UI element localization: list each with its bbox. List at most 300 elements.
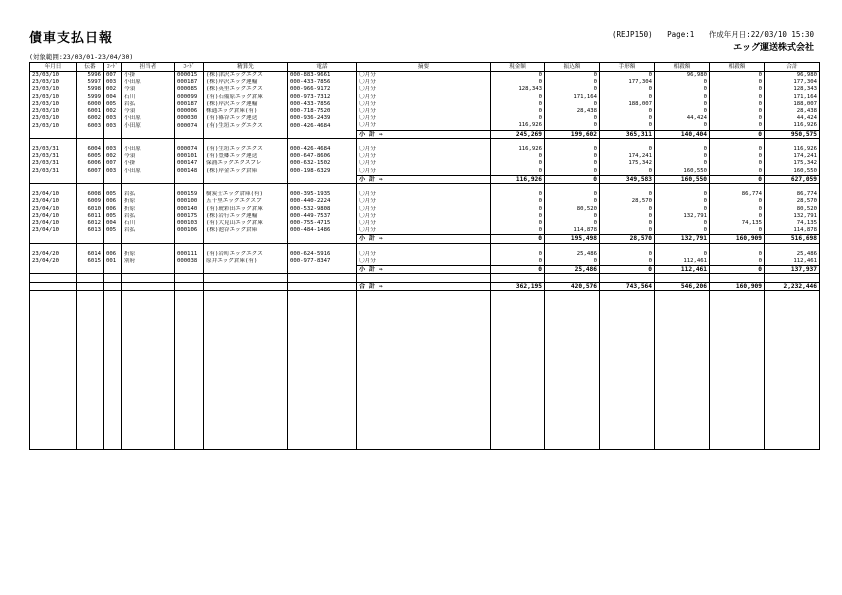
table-cell: 004 <box>104 94 122 101</box>
table-cell <box>600 312 655 319</box>
table-cell <box>204 130 288 138</box>
table-cell: 0 <box>545 122 600 130</box>
table-cell <box>122 406 175 413</box>
table-cell <box>655 334 710 341</box>
table-cell: 0 <box>710 160 765 167</box>
table-cell: 0 <box>600 72 655 80</box>
table-cell <box>122 175 175 183</box>
table-cell <box>545 341 600 348</box>
table-cell: (有)石備原エッグ倉庫 <box>204 94 288 101</box>
blank-row <box>30 184 820 192</box>
table-cell <box>491 334 545 341</box>
table-cell <box>491 420 545 427</box>
table-row <box>30 198 820 205</box>
table-cell <box>288 334 357 341</box>
table-cell <box>175 348 204 355</box>
table-cell <box>491 406 545 413</box>
grand-total-value: 160,909 <box>710 282 765 290</box>
blank-row <box>30 363 820 370</box>
table-cell <box>545 413 600 420</box>
table-cell: 23/03/31 <box>30 160 77 167</box>
table-cell: 86,774 <box>710 191 765 198</box>
table-cell: 0 <box>491 94 545 101</box>
subtotal-value: 140,404 <box>655 130 710 138</box>
table-cell <box>122 341 175 348</box>
table-cell <box>175 282 204 290</box>
table-cell <box>77 399 104 406</box>
table-cell <box>545 391 600 398</box>
table-row <box>30 101 820 108</box>
table-cell: 0 <box>600 115 655 122</box>
table-cell <box>288 290 357 298</box>
table-cell <box>30 298 77 305</box>
table-cell: 0 <box>600 108 655 115</box>
subtotal-label: 小 計 ⇒ <box>357 130 491 138</box>
table-cell <box>204 138 288 146</box>
table-cell <box>175 298 204 305</box>
table-cell: 6010 <box>77 206 104 213</box>
table-cell <box>288 305 357 312</box>
table-cell <box>491 290 545 298</box>
table-cell <box>288 377 357 384</box>
table-cell: 〇月分 <box>357 86 491 93</box>
table-cell: 23/04/10 <box>30 220 77 227</box>
table-cell: 000103 <box>175 220 204 227</box>
table-cell: 160,550 <box>765 168 820 176</box>
blank-row <box>30 435 820 442</box>
table-cell: 小田原 <box>122 146 175 153</box>
table-cell: 000106 <box>175 227 204 235</box>
table-cell <box>288 399 357 406</box>
table-cell <box>77 391 104 398</box>
table-cell <box>491 327 545 334</box>
table-cell: 樹炭士エッグ倉庫(有) <box>204 191 288 198</box>
table-cell: 6013 <box>77 227 104 235</box>
table-cell <box>765 138 820 146</box>
table-cell <box>491 427 545 434</box>
table-cell: 28,570 <box>765 198 820 205</box>
table-cell <box>77 290 104 298</box>
table-cell <box>655 243 710 251</box>
table-cell <box>491 298 545 305</box>
table-cell <box>600 377 655 384</box>
table-cell <box>357 435 491 442</box>
column-header: 摘要 <box>357 63 491 72</box>
table-cell <box>288 235 357 243</box>
table-cell <box>77 413 104 420</box>
table-cell <box>104 370 122 377</box>
table-cell <box>122 334 175 341</box>
table-cell <box>288 435 357 442</box>
table-cell: 0 <box>545 101 600 108</box>
table-cell: 006 <box>104 198 122 205</box>
table-cell: 002 <box>104 153 122 160</box>
table-cell: 000-624-5916 <box>288 251 357 258</box>
table-cell: 0 <box>491 168 545 176</box>
table-cell <box>600 413 655 420</box>
table-cell: 〇月分 <box>357 168 491 176</box>
table-cell <box>122 377 175 384</box>
table-cell <box>288 184 357 192</box>
table-cell: 6009 <box>77 198 104 205</box>
table-cell <box>765 442 820 450</box>
table-cell <box>77 377 104 384</box>
table-cell <box>204 334 288 341</box>
table-cell <box>765 391 820 398</box>
table-cell <box>104 184 122 192</box>
table-cell: 116,926 <box>491 122 545 130</box>
subtotal-value: 116,926 <box>491 175 545 183</box>
table-cell <box>122 298 175 305</box>
table-cell: 128,343 <box>765 86 820 93</box>
table-cell <box>491 320 545 327</box>
table-cell: 岩払 <box>122 101 175 108</box>
blank-row <box>30 305 820 312</box>
table-cell: 177,304 <box>600 79 655 86</box>
table-cell: 006 <box>104 251 122 258</box>
table-cell <box>104 274 122 282</box>
table-cell <box>600 435 655 442</box>
table-cell <box>710 334 765 341</box>
table-cell <box>104 413 122 420</box>
table-cell <box>545 427 600 434</box>
table-cell <box>655 363 710 370</box>
table-cell <box>104 341 122 348</box>
table-cell: 23/04/20 <box>30 251 77 258</box>
table-cell: 6003 <box>77 122 104 130</box>
table-cell <box>104 334 122 341</box>
table-cell <box>710 243 765 251</box>
table-cell <box>30 420 77 427</box>
table-cell: 0 <box>491 206 545 213</box>
table-cell <box>545 442 600 450</box>
table-cell: (有)豊郷エッグ運送 <box>204 153 288 160</box>
table-cell <box>104 266 122 274</box>
table-cell: 6002 <box>77 115 104 122</box>
table-cell: 23/04/10 <box>30 227 77 235</box>
table-cell <box>710 399 765 406</box>
table-cell <box>357 334 491 341</box>
table-cell: 112,461 <box>655 258 710 266</box>
table-cell <box>357 341 491 348</box>
table-cell <box>545 290 600 298</box>
blank-row <box>30 356 820 363</box>
table-cell: 〇月分 <box>357 72 491 80</box>
table-cell: (株)岸沢エッグ運輸 <box>204 79 288 86</box>
table-cell: 0 <box>600 168 655 176</box>
table-cell <box>104 130 122 138</box>
column-header: ｺｰﾄﾞ <box>104 63 122 72</box>
table-cell: (有)生垣エッグエクス <box>204 146 288 153</box>
table-cell: 000-484-1486 <box>288 227 357 235</box>
subtotal-value: 199,602 <box>545 130 600 138</box>
table-cell <box>357 290 491 298</box>
table-cell <box>204 274 288 282</box>
table-cell: 23/03/10 <box>30 86 77 93</box>
table-cell <box>357 370 491 377</box>
table-cell <box>77 435 104 442</box>
table-cell: 5998 <box>77 86 104 93</box>
table-cell <box>204 298 288 305</box>
table-cell: 000-973-7312 <box>288 94 357 101</box>
table-cell: 0 <box>710 153 765 160</box>
table-cell: 006 <box>104 206 122 213</box>
table-cell: 0 <box>600 251 655 258</box>
table-cell: 〇月分 <box>357 153 491 160</box>
table-cell: 6008 <box>77 191 104 198</box>
table-row <box>30 206 820 213</box>
table-cell <box>288 274 357 282</box>
table-cell <box>122 435 175 442</box>
table-cell: 0 <box>710 206 765 213</box>
table-cell: 23/03/31 <box>30 153 77 160</box>
table-cell <box>204 435 288 442</box>
subtotal-value: 28,570 <box>600 235 655 243</box>
subtotal-value: 160,909 <box>710 235 765 243</box>
table-cell: 000147 <box>175 160 204 167</box>
table-cell <box>104 320 122 327</box>
table-cell <box>122 130 175 138</box>
table-cell <box>357 399 491 406</box>
table-cell: 000-449-7537 <box>288 213 357 220</box>
table-cell <box>655 320 710 327</box>
table-cell <box>600 391 655 398</box>
table-cell: 〇月分 <box>357 206 491 213</box>
table-cell: 003 <box>104 168 122 176</box>
table-cell: 0 <box>545 72 600 80</box>
table-row <box>30 160 820 167</box>
table-cell: 0 <box>655 79 710 86</box>
table-cell: 004 <box>104 220 122 227</box>
table-cell: 6011 <box>77 213 104 220</box>
table-cell <box>204 406 288 413</box>
table-cell <box>600 341 655 348</box>
table-cell: (株)岸沢エッグ運輸 <box>204 101 288 108</box>
column-header: 電話 <box>288 63 357 72</box>
table-cell <box>765 356 820 363</box>
table-cell <box>122 282 175 290</box>
table-cell <box>122 413 175 420</box>
table-cell <box>357 327 491 334</box>
table-cell <box>491 305 545 312</box>
table-cell <box>122 243 175 251</box>
table-cell <box>357 184 491 192</box>
table-cell: 174,241 <box>765 153 820 160</box>
table-cell: 74,135 <box>710 220 765 227</box>
subtotal-value: 137,937 <box>765 266 820 274</box>
table-cell <box>288 413 357 420</box>
table-cell <box>122 370 175 377</box>
table-cell: 〇月分 <box>357 258 491 266</box>
table-cell <box>122 427 175 434</box>
blank-row <box>30 243 820 251</box>
table-row <box>30 168 820 176</box>
table-cell <box>30 427 77 434</box>
table-cell: 0 <box>545 160 600 167</box>
subtotal-value: 160,550 <box>655 175 710 183</box>
table-cell: 今須 <box>122 86 175 93</box>
created-datetime: 作成年月日:22/03/10 15:30 <box>708 30 814 39</box>
table-cell <box>175 435 204 442</box>
table-cell <box>765 413 820 420</box>
table-cell <box>77 138 104 146</box>
table-cell <box>175 138 204 146</box>
grand-total-row <box>30 282 820 290</box>
table-cell <box>175 420 204 427</box>
table-cell: 80,520 <box>765 206 820 213</box>
table-cell <box>288 363 357 370</box>
table-cell <box>77 348 104 355</box>
table-cell <box>491 348 545 355</box>
table-cell <box>122 235 175 243</box>
table-cell <box>77 312 104 319</box>
table-cell <box>204 391 288 398</box>
blank-row <box>30 427 820 434</box>
table-cell: 0 <box>545 146 600 153</box>
table-cell <box>491 243 545 251</box>
table-cell: 0 <box>710 198 765 205</box>
table-cell: 000-647-8606 <box>288 153 357 160</box>
table-cell <box>175 327 204 334</box>
table-row <box>30 153 820 160</box>
blank-row <box>30 391 820 398</box>
table-cell: 174,241 <box>600 153 655 160</box>
table-cell <box>600 363 655 370</box>
table-cell: 0 <box>710 108 765 115</box>
table-cell <box>122 305 175 312</box>
table-cell: 5996 <box>77 72 104 80</box>
table-cell <box>175 391 204 398</box>
table-cell: 0 <box>600 206 655 213</box>
table-cell <box>122 420 175 427</box>
table-cell <box>491 391 545 398</box>
table-cell <box>655 420 710 427</box>
table-cell: 〇月分 <box>357 108 491 115</box>
grand-total-label: 合 計 ⇒ <box>357 282 491 290</box>
table-cell <box>765 243 820 251</box>
table-cell: 000015 <box>175 72 204 80</box>
table-cell <box>77 406 104 413</box>
table-cell <box>710 274 765 282</box>
table-cell: 0 <box>491 251 545 258</box>
table-cell <box>204 442 288 450</box>
table-cell: 6012 <box>77 220 104 227</box>
table-cell <box>600 327 655 334</box>
table-cell <box>765 370 820 377</box>
table-cell <box>357 420 491 427</box>
table-cell <box>122 356 175 363</box>
table-cell <box>204 184 288 192</box>
table-cell <box>765 184 820 192</box>
table-cell: 小田原 <box>122 122 175 130</box>
table-cell <box>204 327 288 334</box>
table-row <box>30 191 820 198</box>
table-row <box>30 94 820 101</box>
table-cell <box>765 406 820 413</box>
table-cell <box>175 266 204 274</box>
blank-row <box>30 413 820 420</box>
column-header: 相殺額 <box>655 63 710 72</box>
grand-total-value: 362,195 <box>491 282 545 290</box>
table-cell: 007 <box>104 72 122 80</box>
table-cell <box>288 320 357 327</box>
table-cell <box>710 356 765 363</box>
table-cell <box>710 320 765 327</box>
table-cell <box>545 305 600 312</box>
table-cell <box>545 274 600 282</box>
table-row <box>30 72 820 80</box>
table-cell <box>204 413 288 420</box>
column-header: 振込額 <box>545 63 600 72</box>
blank-row <box>30 406 820 413</box>
table-cell <box>104 305 122 312</box>
blank-row <box>30 420 820 427</box>
column-header: ｺｰﾄﾞ <box>175 63 204 72</box>
table-cell: 000006 <box>175 108 204 115</box>
table-cell: 000111 <box>175 251 204 258</box>
table-cell <box>357 298 491 305</box>
table-cell: 〇月分 <box>357 191 491 198</box>
table-cell <box>175 130 204 138</box>
page-number: Page:1 <box>667 30 695 39</box>
table-cell <box>77 442 104 450</box>
subtotal-value: 0 <box>491 266 545 274</box>
table-cell: 〇月分 <box>357 227 491 235</box>
table-cell <box>710 341 765 348</box>
table-cell <box>122 399 175 406</box>
table-cell: 0 <box>655 122 710 130</box>
blank-row <box>30 399 820 406</box>
table-cell: (有)大見山エッグ倉庫 <box>204 220 288 227</box>
table-cell: 003 <box>104 122 122 130</box>
table-cell <box>600 298 655 305</box>
table-cell <box>204 420 288 427</box>
table-cell <box>122 384 175 391</box>
table-cell <box>655 384 710 391</box>
column-header: 担当者 <box>122 63 175 72</box>
table-cell <box>77 384 104 391</box>
table-cell <box>77 298 104 305</box>
table-cell <box>204 282 288 290</box>
table-cell: 000148 <box>175 168 204 176</box>
table-cell: 岩払 <box>122 227 175 235</box>
table-cell <box>104 348 122 355</box>
table-cell <box>175 320 204 327</box>
blank-row <box>30 274 820 282</box>
table-cell: 000-433-7856 <box>288 79 357 86</box>
table-cell: 0 <box>545 213 600 220</box>
table-cell <box>30 290 77 298</box>
subtotal-label: 小 計 ⇒ <box>357 266 491 274</box>
table-cell <box>30 363 77 370</box>
table-cell <box>357 406 491 413</box>
table-cell <box>175 370 204 377</box>
table-cell: 175,342 <box>600 160 655 167</box>
table-cell <box>545 243 600 251</box>
table-cell <box>30 435 77 442</box>
table-cell <box>491 442 545 450</box>
column-header: 現金額 <box>491 63 545 72</box>
table-cell <box>175 427 204 434</box>
table-cell: 0 <box>655 227 710 235</box>
table-cell <box>545 138 600 146</box>
table-cell: 0 <box>545 86 600 93</box>
table-cell: (株)津沢エッグエクス <box>204 72 288 80</box>
subtotal-value: 0 <box>600 266 655 274</box>
table-cell <box>600 356 655 363</box>
table-cell: 000074 <box>175 146 204 153</box>
table-cell: 0 <box>491 198 545 205</box>
